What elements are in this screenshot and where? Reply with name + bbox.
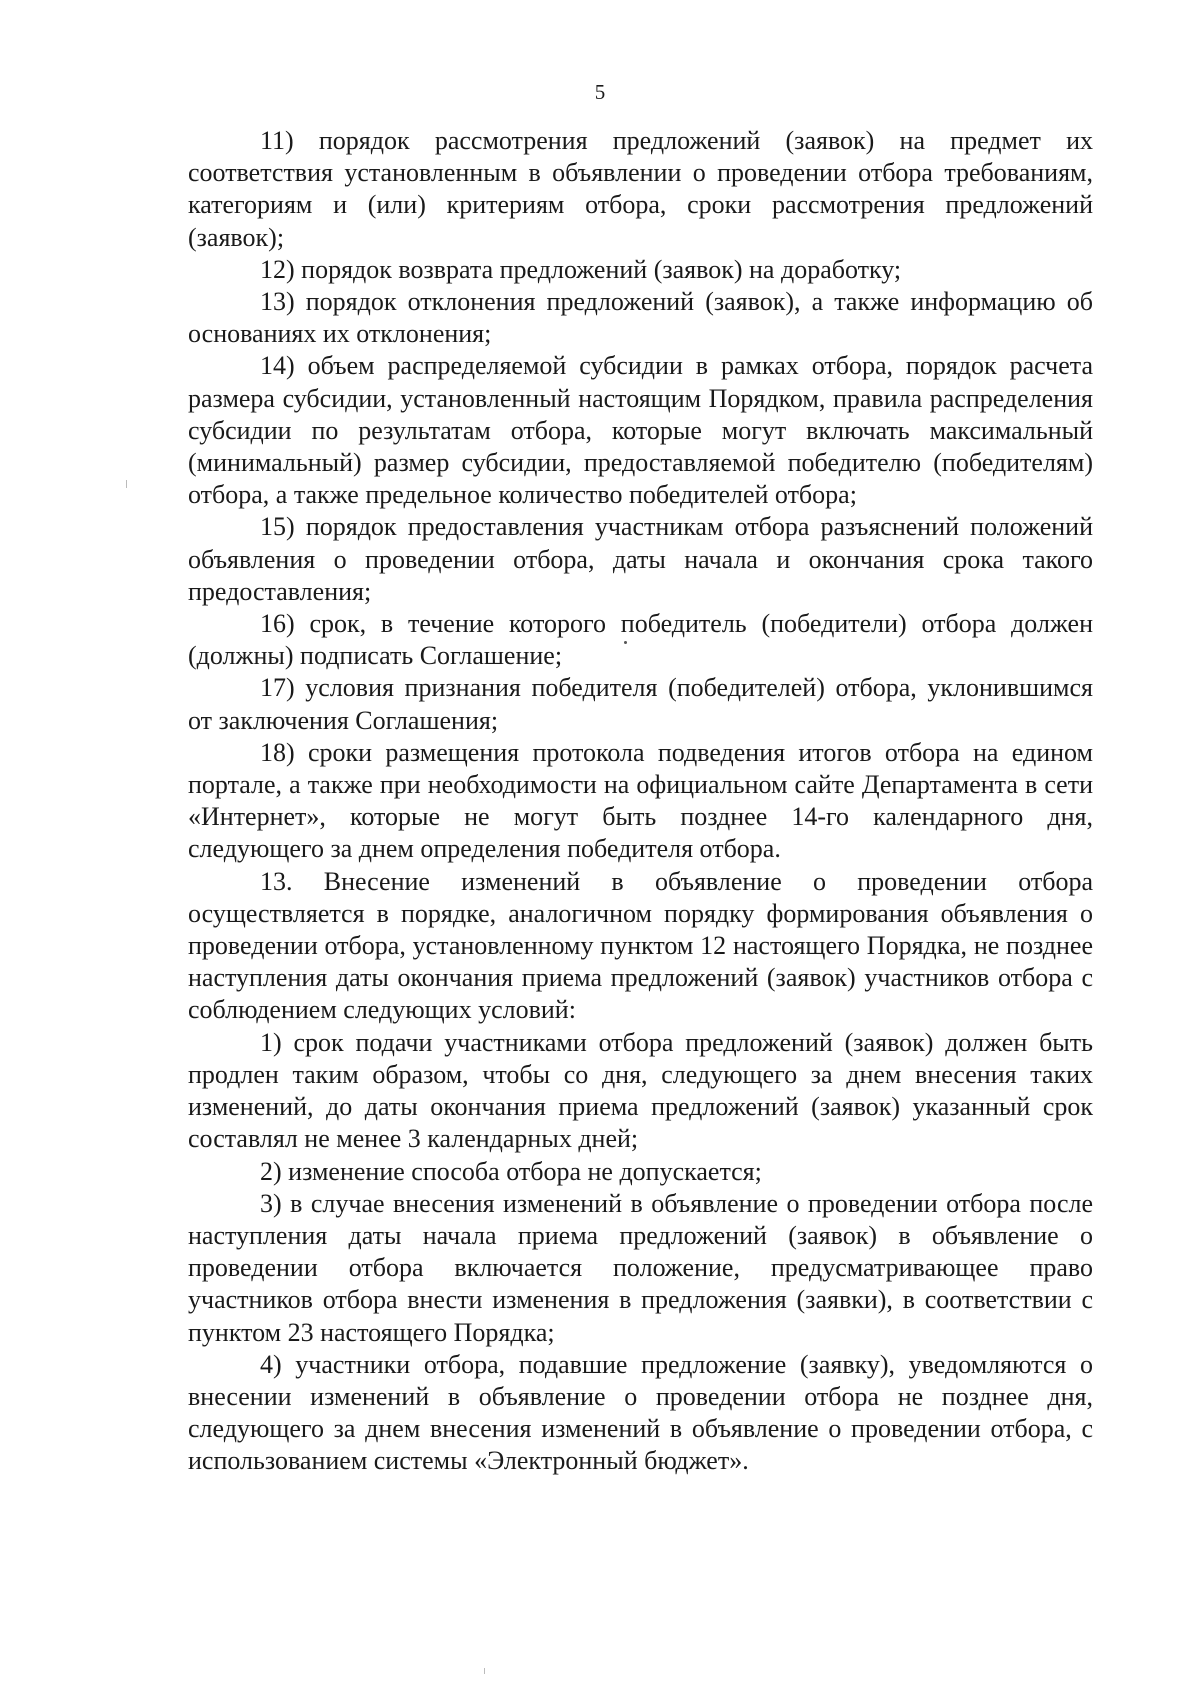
page-number: 5 xyxy=(594,80,606,104)
paragraph-item-13: 13) порядок отклонения предложений (заявок), а также информацию об основаниях их отклонения; xyxy=(188,287,1093,349)
scan-speck xyxy=(624,641,627,644)
paragraph-clause-13: 13. Внесение изменений в объявление о проведении отбора осуществляется в порядке, аналогичном порядку формирования объявления о проведении отбора, установленному пунктом 12 настоящего Порядка, не позднее наступления даты окончания приема предложений (заявок) участников отбора с соблюдением следующих условий: xyxy=(188,866,1093,1025)
scan-artifact-line xyxy=(126,480,127,488)
paragraph-item-17: 17) условия признания победителя (победителей) отбора, уклонившимся от заключения Соглашения; xyxy=(188,673,1093,735)
paragraph-item-11: 11) порядок рассмотрения предложений (заявок) на предмет их соответствия установленным в объявлении о проведении отбора требованиям, категориям и (или) критериям отбора, сроки рассмотрения предложений (заявок); xyxy=(188,126,1093,252)
paragraph-condition-2: 2) изменение способа отбора не допускается; xyxy=(260,1156,762,1186)
scan-artifact-line xyxy=(484,1668,485,1674)
paragraph-item-18: 18) сроки размещения протокола подведения итогов отбора на едином портале, а также при необходимости на официальном сайте Департамента в сети «Интернет», которые не могут быть позднее 14-го календарного дня, следующего за днем определения победителя отбора. xyxy=(188,737,1093,864)
paragraph-item-16: 16) срок, в течение которого победитель (победители) отбора должен (должны) подписать Соглашение; xyxy=(188,609,1093,671)
paragraph-item-15: 15) порядок предоставления участникам отбора разъяснений положений объявления о проведении отбора, даты начала и окончания срока такого предоставления; xyxy=(188,512,1093,606)
paragraph-item-12: 12) порядок возврата предложений (заявок) на доработку; xyxy=(260,254,902,284)
paragraph-condition-1: 1) срок подачи участниками отбора предложений (заявок) должен быть продлен таким образом, чтобы со дня, следующего за днем внесения таких изменений, до даты окончания приема предложений (заявок) указанный срок составлял не менее 3 календарных дней; xyxy=(188,1027,1093,1154)
paragraph-item-14: 14) объем распределяемой субсидии в рамках отбора, порядок расчета размера субсидии, установленный настоящим Порядком, правила распределения субсидии по результатам отбора, которые могут включать максимальный (минимальный) размер субсидии, предоставляемой победителю (победителям) отбора, а также предельное количество победителей отбора; xyxy=(188,351,1093,510)
document-body xyxy=(188,125,1093,1478)
paragraph-condition-3: 3) в случае внесения изменений в объявление о проведении отбора после наступления даты начала приема предложений (заявок) в объявление о проведении отбора включается положение, предусматривающее право участников отбора внести изменения в предложения (заявки), в соответствии с пунктом 23 настоящего Порядка; xyxy=(188,1188,1093,1347)
paragraph-condition-4: 4) участники отбора, подавшие предложение (заявку), уведомляются о внесении изменений в объявление о проведении отбора не позднее дня, следующего за днем внесения изменений в объявление о проведении отбора, с использованием системы «Электронный бюджет». xyxy=(188,1349,1093,1476)
